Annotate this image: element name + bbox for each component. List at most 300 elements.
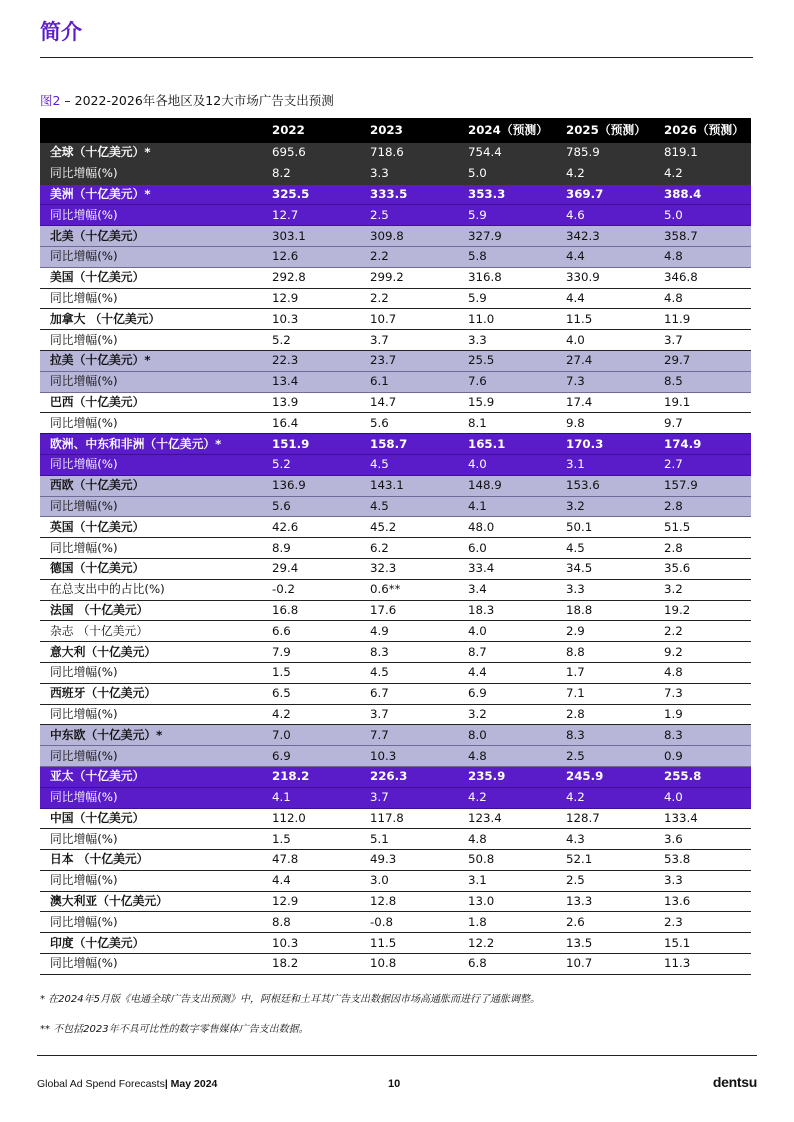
- value-cell: 8.8: [556, 642, 654, 663]
- value-cell: 2.3: [654, 912, 751, 933]
- value-cell: 819.1: [654, 143, 751, 163]
- value-cell: 51.5: [654, 517, 751, 538]
- value-cell: 3.7: [654, 330, 751, 351]
- value-cell: 3.2: [654, 579, 751, 600]
- value-cell: 4.2: [458, 787, 556, 808]
- value-cell: 4.8: [458, 746, 556, 767]
- value-cell: 4.4: [556, 246, 654, 267]
- value-cell: 170.3: [556, 434, 654, 455]
- row-label-cell: 同比增幅(%): [40, 662, 262, 683]
- value-cell: 13.3: [556, 891, 654, 912]
- value-cell: 0.9: [654, 746, 751, 767]
- table-row: [40, 350, 751, 371]
- table-row: [40, 288, 751, 309]
- value-cell: 1.5: [262, 662, 360, 683]
- value-cell: 6.1: [360, 371, 458, 392]
- dentsu-logo: dentsu: [712, 1074, 757, 1090]
- value-cell: 12.9: [262, 891, 360, 912]
- footer-divider: [37, 1055, 757, 1056]
- header-cell-2022: 2022: [262, 118, 360, 143]
- page-title: 简介: [40, 20, 82, 44]
- value-cell: 13.0: [458, 891, 556, 912]
- header-cell-2025: 2025（预测）: [556, 118, 654, 143]
- value-cell: 4.1: [458, 496, 556, 517]
- value-cell: 5.0: [654, 205, 751, 226]
- row-label-cell: 同比增幅(%): [40, 829, 262, 850]
- value-cell: 12.8: [360, 891, 458, 912]
- row-label-cell: 亚太（十亿美元）: [40, 766, 262, 787]
- value-cell: 112.0: [262, 808, 360, 829]
- value-cell: 4.8: [654, 246, 751, 267]
- value-cell: 52.1: [556, 850, 654, 871]
- row-label-cell: 北美（十亿美元）: [40, 226, 262, 247]
- header-cell-label: [40, 118, 262, 143]
- value-cell: 8.3: [654, 725, 751, 746]
- value-cell: 2.5: [556, 746, 654, 767]
- table-row: [40, 829, 751, 850]
- value-cell: 15.9: [458, 392, 556, 413]
- value-cell: 7.1: [556, 683, 654, 704]
- value-cell: 148.9: [458, 475, 556, 496]
- table-row: [40, 912, 751, 933]
- value-cell: 4.5: [360, 454, 458, 475]
- value-cell: 6.0: [458, 538, 556, 559]
- value-cell: 151.9: [262, 434, 360, 455]
- value-cell: 17.6: [360, 600, 458, 621]
- table-row: [40, 891, 751, 912]
- value-cell: 136.9: [262, 475, 360, 496]
- value-cell: 3.7: [360, 704, 458, 725]
- value-cell: 53.8: [654, 850, 751, 871]
- value-cell: 23.7: [360, 350, 458, 371]
- value-cell: 695.6: [262, 143, 360, 163]
- value-cell: 4.2: [654, 163, 751, 184]
- value-cell: 369.7: [556, 184, 654, 205]
- value-cell: 5.8: [458, 246, 556, 267]
- table-row: [40, 766, 751, 787]
- value-cell: 33.4: [458, 558, 556, 579]
- value-cell: 14.7: [360, 392, 458, 413]
- value-cell: 3.7: [360, 787, 458, 808]
- row-label-cell: 美洲（十亿美元）*: [40, 184, 262, 205]
- figure-caption: [40, 91, 334, 109]
- row-label-cell: 澳大利亚（十亿美元）: [40, 891, 262, 912]
- value-cell: 4.6: [556, 205, 654, 226]
- value-cell: 342.3: [556, 226, 654, 247]
- value-cell: 8.5: [654, 371, 751, 392]
- value-cell: 718.6: [360, 143, 458, 163]
- header-cell-2024: 2024（预测）: [458, 118, 556, 143]
- value-cell: 218.2: [262, 766, 360, 787]
- row-label-cell: 美国（十亿美元）: [40, 267, 262, 288]
- value-cell: 6.7: [360, 683, 458, 704]
- value-cell: 3.6: [654, 829, 751, 850]
- value-cell: 4.3: [556, 829, 654, 850]
- value-cell: 18.3: [458, 600, 556, 621]
- value-cell: 2.9: [556, 621, 654, 642]
- value-cell: 2.2: [360, 246, 458, 267]
- value-cell: 8.3: [360, 642, 458, 663]
- table-row: [40, 579, 751, 600]
- table-row: [40, 704, 751, 725]
- row-label-cell: 同比增幅(%): [40, 746, 262, 767]
- value-cell: 303.1: [262, 226, 360, 247]
- table-row: [40, 662, 751, 683]
- value-cell: 2.5: [360, 205, 458, 226]
- value-cell: 49.3: [360, 850, 458, 871]
- value-cell: 8.3: [556, 725, 654, 746]
- value-cell: 9.8: [556, 413, 654, 434]
- value-cell: 17.4: [556, 392, 654, 413]
- value-cell: 153.6: [556, 475, 654, 496]
- value-cell: 8.7: [458, 642, 556, 663]
- footer-report-name: [37, 1078, 217, 1090]
- value-cell: 29.4: [262, 558, 360, 579]
- value-cell: 4.4: [262, 870, 360, 891]
- value-cell: 6.9: [262, 746, 360, 767]
- footnote-retail-media: ** 不包括2023年不具可比性的数字零售媒体广告支出数据。: [40, 1024, 309, 1035]
- value-cell: 2.6: [556, 912, 654, 933]
- value-cell: 4.8: [458, 829, 556, 850]
- table-row: [40, 787, 751, 808]
- value-cell: 12.7: [262, 205, 360, 226]
- value-cell: 6.6: [262, 621, 360, 642]
- value-cell: 5.6: [360, 413, 458, 434]
- value-cell: 123.4: [458, 808, 556, 829]
- value-cell: 388.4: [654, 184, 751, 205]
- row-label-cell: 同比增幅(%): [40, 205, 262, 226]
- row-label-cell: 同比增幅(%): [40, 538, 262, 559]
- value-cell: 358.7: [654, 226, 751, 247]
- table-header-row: [40, 118, 751, 143]
- row-label-cell: 同比增幅(%): [40, 912, 262, 933]
- value-cell: 3.0: [360, 870, 458, 891]
- value-cell: 143.1: [360, 475, 458, 496]
- value-cell: 5.2: [262, 454, 360, 475]
- value-cell: 10.8: [360, 954, 458, 975]
- value-cell: 8.9: [262, 538, 360, 559]
- value-cell: 4.5: [360, 496, 458, 517]
- table-row: [40, 184, 751, 205]
- header-cell-2026: 2026（预测）: [654, 118, 751, 143]
- value-cell: 12.9: [262, 288, 360, 309]
- value-cell: 8.2: [262, 163, 360, 184]
- value-cell: 50.8: [458, 850, 556, 871]
- table-row: [40, 330, 751, 351]
- value-cell: 10.3: [360, 746, 458, 767]
- row-label-cell: 全球（十亿美元）*: [40, 143, 262, 163]
- table-row: [40, 143, 751, 163]
- row-label-cell: 同比增幅(%): [40, 163, 262, 184]
- value-cell: 7.6: [458, 371, 556, 392]
- value-cell: 1.5: [262, 829, 360, 850]
- value-cell: 3.3: [360, 163, 458, 184]
- value-cell: 7.9: [262, 642, 360, 663]
- table-row: [40, 267, 751, 288]
- value-cell: 7.3: [654, 683, 751, 704]
- table-row: [40, 434, 751, 455]
- value-cell: 4.1: [262, 787, 360, 808]
- row-label-cell: 意大利（十亿美元）: [40, 642, 262, 663]
- value-cell: 5.9: [458, 288, 556, 309]
- table-row: [40, 517, 751, 538]
- value-cell: 11.9: [654, 309, 751, 330]
- value-cell: 1.9: [654, 704, 751, 725]
- value-cell: 4.0: [556, 330, 654, 351]
- value-cell: 47.8: [262, 850, 360, 871]
- value-cell: 8.8: [262, 912, 360, 933]
- table-row: [40, 538, 751, 559]
- value-cell: 333.5: [360, 184, 458, 205]
- value-cell: 346.8: [654, 267, 751, 288]
- page-number: 10: [388, 1078, 401, 1090]
- table-row: [40, 163, 751, 184]
- value-cell: 4.0: [458, 454, 556, 475]
- value-cell: 4.0: [458, 621, 556, 642]
- table-row: [40, 226, 751, 247]
- value-cell: 3.3: [654, 870, 751, 891]
- row-label-cell: 同比增幅(%): [40, 787, 262, 808]
- value-cell: 157.9: [654, 475, 751, 496]
- row-label-cell: 同比增幅(%): [40, 246, 262, 267]
- value-cell: 255.8: [654, 766, 751, 787]
- value-cell: 292.8: [262, 267, 360, 288]
- value-cell: 9.7: [654, 413, 751, 434]
- value-cell: 4.8: [654, 288, 751, 309]
- value-cell: 45.2: [360, 517, 458, 538]
- value-cell: 245.9: [556, 766, 654, 787]
- value-cell: 4.2: [556, 787, 654, 808]
- value-cell: 316.8: [458, 267, 556, 288]
- value-cell: 6.2: [360, 538, 458, 559]
- value-cell: 18.8: [556, 600, 654, 621]
- value-cell: 309.8: [360, 226, 458, 247]
- value-cell: 34.5: [556, 558, 654, 579]
- value-cell: 3.1: [458, 870, 556, 891]
- value-cell: 25.5: [458, 350, 556, 371]
- row-label-cell: 同比增幅(%): [40, 704, 262, 725]
- value-cell: 18.2: [262, 954, 360, 975]
- row-label-cell: 西班牙（十亿美元）: [40, 683, 262, 704]
- value-cell: 13.4: [262, 371, 360, 392]
- value-cell: 8.1: [458, 413, 556, 434]
- value-cell: 299.2: [360, 267, 458, 288]
- value-cell: 12.6: [262, 246, 360, 267]
- value-cell: 133.4: [654, 808, 751, 829]
- row-label-cell: 法国 （十亿美元）: [40, 600, 262, 621]
- row-label-cell: 欧洲、中东和非洲（十亿美元）*: [40, 434, 262, 455]
- value-cell: 0.6**: [360, 579, 458, 600]
- row-label-cell: 同比增幅(%): [40, 454, 262, 475]
- value-cell: 11.0: [458, 309, 556, 330]
- value-cell: 1.7: [556, 662, 654, 683]
- table-body: [40, 143, 751, 974]
- value-cell: 5.2: [262, 330, 360, 351]
- value-cell: 16.4: [262, 413, 360, 434]
- value-cell: 6.9: [458, 683, 556, 704]
- row-label-cell: 同比增幅(%): [40, 371, 262, 392]
- value-cell: -0.2: [262, 579, 360, 600]
- value-cell: 2.8: [654, 538, 751, 559]
- table-row: [40, 642, 751, 663]
- figure-caption-text: – 2022-2026年各地区及12大市场广告支出预测: [60, 93, 334, 108]
- table-row: [40, 371, 751, 392]
- value-cell: 2.2: [360, 288, 458, 309]
- value-cell: 10.3: [262, 933, 360, 954]
- value-cell: 1.8: [458, 912, 556, 933]
- row-label-cell: 在总支出中的占比(%): [40, 579, 262, 600]
- row-label-cell: 印度（十亿美元）: [40, 933, 262, 954]
- value-cell: 2.8: [556, 704, 654, 725]
- footer-report-title: Global Ad Spend Forecasts: [37, 1078, 165, 1090]
- table-row: [40, 454, 751, 475]
- value-cell: 165.1: [458, 434, 556, 455]
- table-row: [40, 413, 751, 434]
- value-cell: 5.6: [262, 496, 360, 517]
- footnote-inflation: * 在2024年5月版《电通全球广告支出预测》中，阿根廷和土耳其广告支出数据因市场高通胀而进行了通胀调整。: [40, 994, 540, 1005]
- value-cell: 7.3: [556, 371, 654, 392]
- table-row: [40, 309, 751, 330]
- value-cell: 27.4: [556, 350, 654, 371]
- value-cell: 7.0: [262, 725, 360, 746]
- value-cell: -0.8: [360, 912, 458, 933]
- figure-number: 图2: [40, 93, 61, 108]
- value-cell: 29.7: [654, 350, 751, 371]
- value-cell: 4.9: [360, 621, 458, 642]
- value-cell: 6.8: [458, 954, 556, 975]
- row-label-cell: 同比增幅(%): [40, 496, 262, 517]
- table-row: [40, 246, 751, 267]
- value-cell: 754.4: [458, 143, 556, 163]
- table-row: [40, 808, 751, 829]
- value-cell: 235.9: [458, 766, 556, 787]
- table-row: [40, 870, 751, 891]
- value-cell: 6.5: [262, 683, 360, 704]
- ad-spend-table: [40, 118, 751, 975]
- value-cell: 48.0: [458, 517, 556, 538]
- value-cell: 5.9: [458, 205, 556, 226]
- value-cell: 35.6: [654, 558, 751, 579]
- row-label-cell: 同比增幅(%): [40, 870, 262, 891]
- value-cell: 5.0: [458, 163, 556, 184]
- value-cell: 3.2: [556, 496, 654, 517]
- row-label-cell: 杂志 （十亿美元）: [40, 621, 262, 642]
- row-label-cell: 拉美（十亿美元）*: [40, 350, 262, 371]
- value-cell: 3.4: [458, 579, 556, 600]
- footnotes: [40, 990, 540, 1050]
- value-cell: 327.9: [458, 226, 556, 247]
- table-row: [40, 850, 751, 871]
- value-cell: 2.2: [654, 621, 751, 642]
- row-label-cell: 巴西（十亿美元）: [40, 392, 262, 413]
- row-label-cell: 中国（十亿美元）: [40, 808, 262, 829]
- value-cell: 3.3: [458, 330, 556, 351]
- value-cell: 32.3: [360, 558, 458, 579]
- value-cell: 3.1: [556, 454, 654, 475]
- value-cell: 13.5: [556, 933, 654, 954]
- value-cell: 3.3: [556, 579, 654, 600]
- value-cell: 117.8: [360, 808, 458, 829]
- value-cell: 158.7: [360, 434, 458, 455]
- value-cell: 2.7: [654, 454, 751, 475]
- value-cell: 8.0: [458, 725, 556, 746]
- table-row: [40, 600, 751, 621]
- value-cell: 353.3: [458, 184, 556, 205]
- value-cell: 42.6: [262, 517, 360, 538]
- table-row: [40, 954, 751, 975]
- value-cell: 19.1: [654, 392, 751, 413]
- value-cell: 5.1: [360, 829, 458, 850]
- table-row: [40, 683, 751, 704]
- row-label-cell: 英国（十亿美元）: [40, 517, 262, 538]
- value-cell: 15.1: [654, 933, 751, 954]
- value-cell: 11.3: [654, 954, 751, 975]
- value-cell: 4.4: [458, 662, 556, 683]
- value-cell: 3.7: [360, 330, 458, 351]
- value-cell: 4.0: [654, 787, 751, 808]
- value-cell: 9.2: [654, 642, 751, 663]
- table-row: [40, 746, 751, 767]
- value-cell: 4.2: [556, 163, 654, 184]
- value-cell: 22.3: [262, 350, 360, 371]
- value-cell: 11.5: [360, 933, 458, 954]
- value-cell: 50.1: [556, 517, 654, 538]
- value-cell: 2.5: [556, 870, 654, 891]
- value-cell: 325.5: [262, 184, 360, 205]
- row-label-cell: 同比增幅(%): [40, 954, 262, 975]
- value-cell: 7.7: [360, 725, 458, 746]
- value-cell: 128.7: [556, 808, 654, 829]
- value-cell: 330.9: [556, 267, 654, 288]
- value-cell: 226.3: [360, 766, 458, 787]
- value-cell: 174.9: [654, 434, 751, 455]
- value-cell: 12.2: [458, 933, 556, 954]
- table-row: [40, 558, 751, 579]
- row-label-cell: 加拿大 （十亿美元）: [40, 309, 262, 330]
- value-cell: 4.4: [556, 288, 654, 309]
- value-cell: 3.2: [458, 704, 556, 725]
- table-row: [40, 205, 751, 226]
- header-cell-2023: 2023: [360, 118, 458, 143]
- table-row: [40, 933, 751, 954]
- value-cell: 19.2: [654, 600, 751, 621]
- value-cell: 10.7: [556, 954, 654, 975]
- value-cell: 11.5: [556, 309, 654, 330]
- value-cell: 13.9: [262, 392, 360, 413]
- footer-report-date: | May 2024: [164, 1078, 218, 1090]
- title-divider: [40, 57, 753, 58]
- table-row: [40, 725, 751, 746]
- row-label-cell: 同比增幅(%): [40, 288, 262, 309]
- table-row: [40, 496, 751, 517]
- table-row: [40, 621, 751, 642]
- row-label-cell: 同比增幅(%): [40, 413, 262, 434]
- table-row: [40, 475, 751, 496]
- row-label-cell: 中东欧（十亿美元）*: [40, 725, 262, 746]
- row-label-cell: 德国（十亿美元）: [40, 558, 262, 579]
- value-cell: 785.9: [556, 143, 654, 163]
- value-cell: 13.6: [654, 891, 751, 912]
- value-cell: 4.5: [556, 538, 654, 559]
- value-cell: 2.8: [654, 496, 751, 517]
- value-cell: 4.2: [262, 704, 360, 725]
- value-cell: 10.7: [360, 309, 458, 330]
- value-cell: 4.5: [360, 662, 458, 683]
- value-cell: 16.8: [262, 600, 360, 621]
- value-cell: 10.3: [262, 309, 360, 330]
- value-cell: 4.8: [654, 662, 751, 683]
- row-label-cell: 西欧（十亿美元）: [40, 475, 262, 496]
